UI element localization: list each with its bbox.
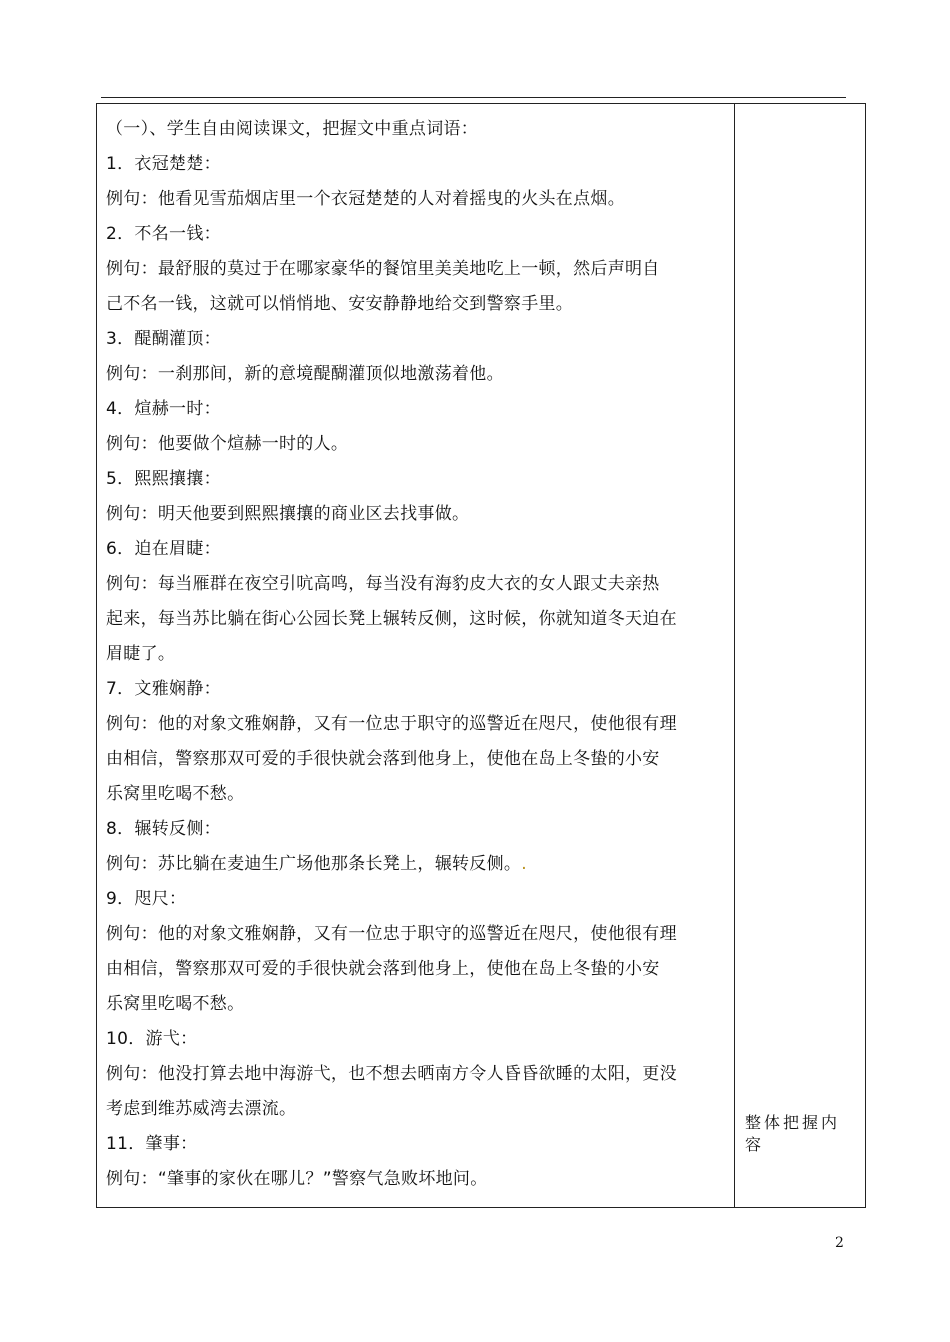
example-2-line-1: 例句：最舒服的莫过于在哪家豪华的餐馆里美美地吃上一顿，然后声明自	[106, 259, 660, 279]
term-1: 1．衣冠楚楚：	[106, 154, 221, 174]
term-3: 3．醍醐灌顶：	[106, 329, 221, 349]
example-7-line-2: 由相信，警察那双可爱的手很快就会落到他身上，使他在岛上冬蛰的小安	[106, 749, 660, 769]
example-7-line-1: 例句：他的对象文雅娴静，又有一位忠于职守的巡警近在咫尺，使他很有理	[106, 714, 677, 734]
example-6-line-2: 起来，每当苏比躺在街心公园长凳上辗转反侧，这时候，你就知道冬天迫在	[106, 609, 677, 629]
example-9-line-3: 乐窝里吃喝不愁。	[106, 994, 245, 1014]
example-5: 例句：明天他要到熙熙攘攘的商业区去找事做。	[106, 504, 470, 524]
example-11: 例句：“肇事的家伙在哪儿？”警察气急败坏地问。	[106, 1169, 488, 1189]
section-heading: （一）、学生自由阅读课文，把握文中重点词语：	[106, 119, 479, 139]
example-9-line-2: 由相信，警察那双可爱的手很快就会落到他身上，使他在岛上冬蛰的小安	[106, 959, 660, 979]
term-10: 10．游弋：	[106, 1029, 198, 1049]
example-1: 例句：他看见雪茄烟店里一个衣冠楚楚的人对着摇曳的火头在点烟。	[106, 189, 625, 209]
example-8	[106, 847, 726, 882]
column-divider	[734, 103, 735, 1208]
example-10-line-2: 考虑到维苏威湾去漂流。	[106, 1099, 297, 1119]
example-4: 例句：他要做个煊赫一时的人。	[106, 434, 349, 454]
example-9-line-1: 例句：他的对象文雅娴静，又有一位忠于职守的巡警近在咫尺，使他很有理	[106, 924, 677, 944]
example-10-line-1: 例句：他没打算去地中海游弋，也不想去晒南方令人昏昏欲睡的太阳，更没	[106, 1064, 677, 1084]
term-6: 6．迫在眉睫：	[106, 539, 221, 559]
term-8: 8．辗转反侧：	[106, 819, 221, 839]
example-6-line-1: 例句：每当雁群在夜空引吭高鸣，每当没有海豹皮大衣的女人跟丈夫亲热	[106, 574, 660, 594]
term-4: 4．煊赫一时：	[106, 399, 221, 419]
term-5: 5．熙熙攘攘：	[106, 469, 221, 489]
term-2: 2．不名一钱：	[106, 224, 221, 244]
header-rule	[101, 97, 846, 98]
term-7: 7．文雅娴静：	[106, 679, 221, 699]
example-3: 例句：一刹那间，新的意境醍醐灌顶似地激荡着他。	[106, 364, 504, 384]
page-number: 2	[835, 1235, 844, 1251]
example-2-line-2: 己不名一钱，这就可以悄悄地、安安静静地给交到警察手里。	[106, 294, 574, 314]
side-note: 整体把握内容	[745, 1113, 841, 1154]
example-6-line-3: 眉睫了。	[106, 644, 176, 664]
term-11: 11．肇事：	[106, 1134, 198, 1154]
stray-mark: .	[521, 854, 527, 874]
term-9: 9．咫尺：	[106, 889, 187, 909]
example-7-line-3: 乐窝里吃喝不愁。	[106, 784, 245, 804]
main-column	[106, 112, 726, 1197]
example-8-text: 例句：苏比躺在麦迪生广场他那条长凳上，辗转反侧。	[106, 854, 522, 874]
